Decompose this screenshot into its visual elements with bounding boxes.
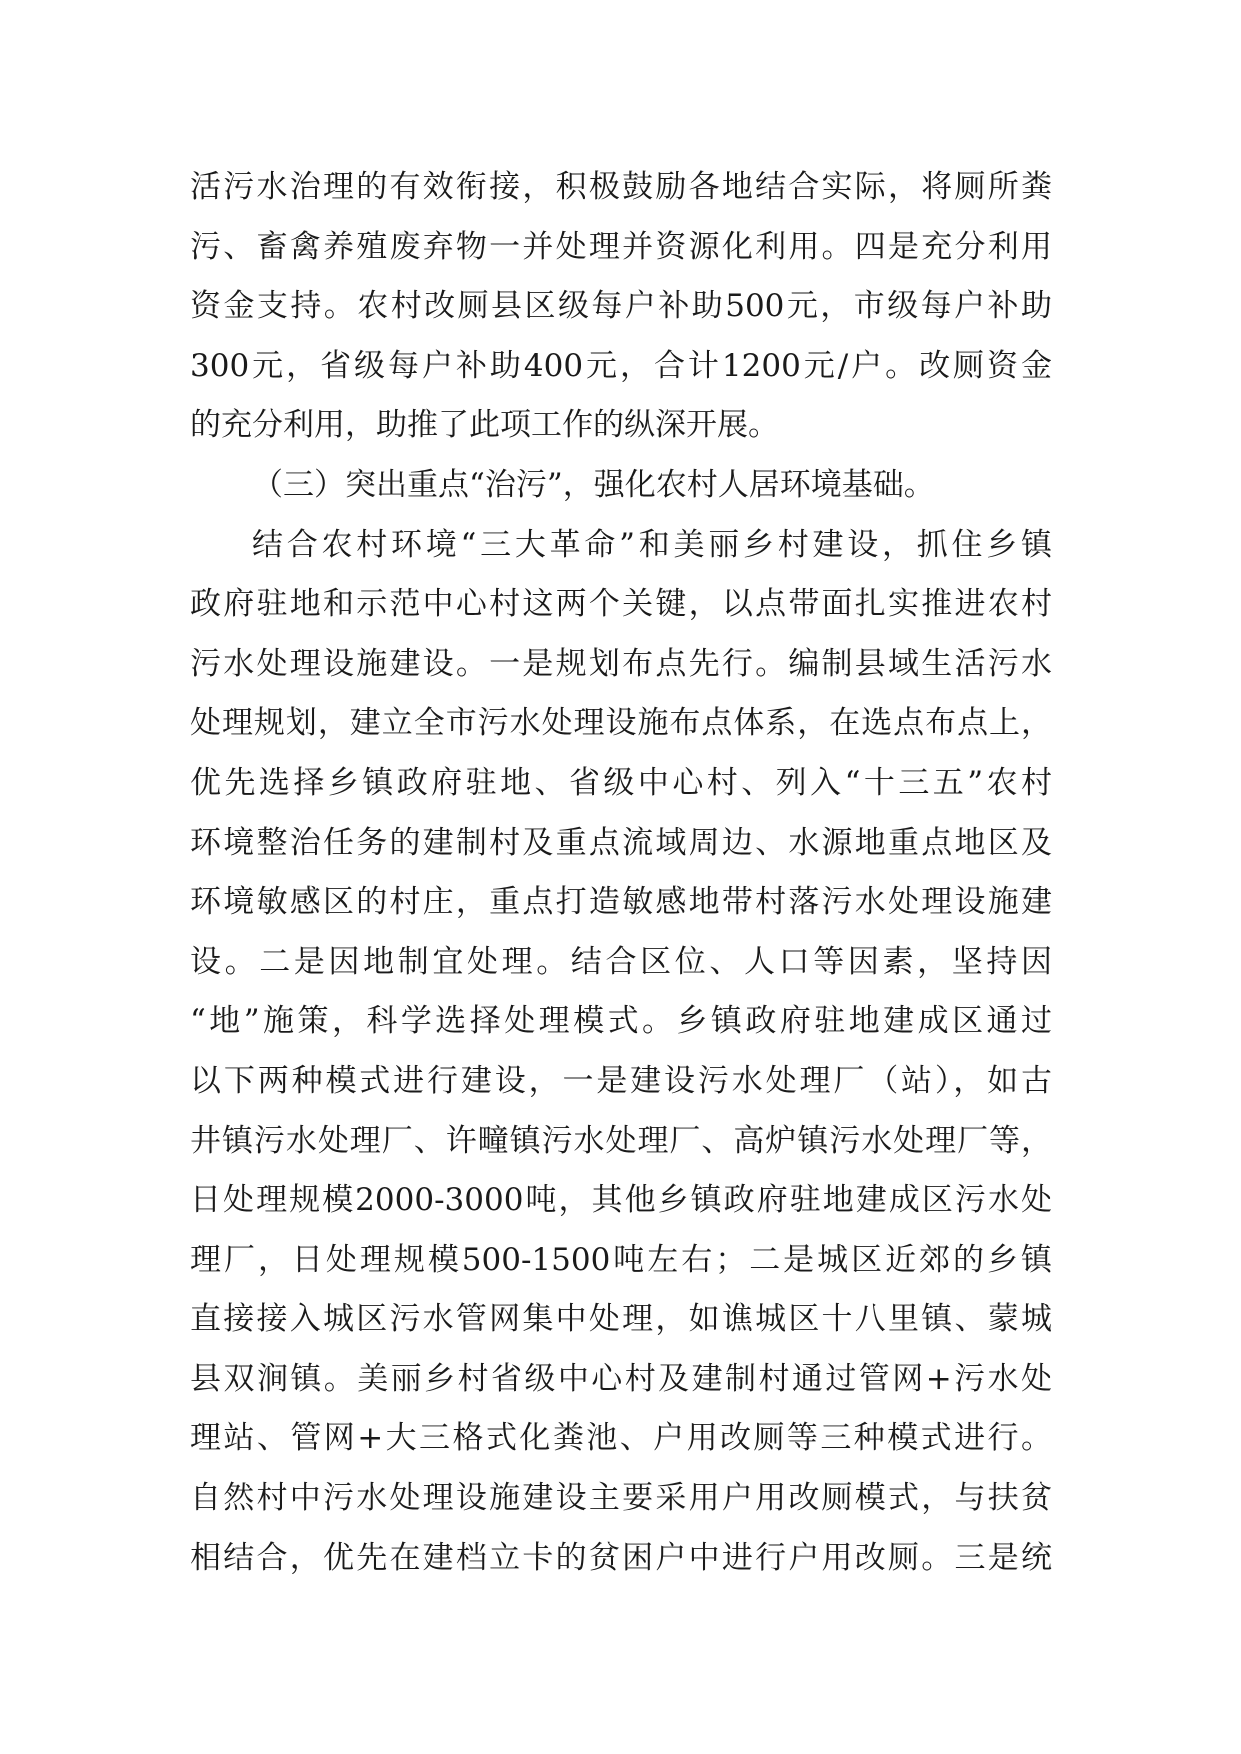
text-line: 污、畜禽养殖废弃物一并处理并资源化利用。四是充分利用 [190, 228, 1052, 265]
text-line: 300元，省级每户补助400元，合计1200元/户。改厕资金 [190, 347, 1052, 384]
text-line: 自然村中污水处理设施建设主要采用户用改厕模式，与扶贫 [190, 1480, 1052, 1517]
text-line: 以下两种模式进行建设，一是建设污水处理厂（站），如古 [190, 1062, 1052, 1099]
text-line: 日处理规模2000-3000吨，其他乡镇政府驻地建成区污水处 [190, 1182, 1052, 1219]
text-line: 理站、管网+大三格式化粪池、户用改厕等三种模式进行。 [190, 1420, 1052, 1457]
text-line: 理厂，日处理规模500-1500吨左右；二是城区近郊的乡镇 [190, 1241, 1052, 1278]
body-text [190, 158, 1052, 1588]
paragraph-first-line: 结合农村环境“三大革命”和美丽乡村建设，抓住乡镇 [252, 526, 1052, 563]
text-line: 处理规划，建立全市污水处理设施布点体系，在选点布点上， [190, 705, 1052, 742]
text-line: 的充分利用，助推了此项工作的纵深开展。 [190, 407, 779, 444]
text-line: 活污水治理的有效衔接，积极鼓励各地结合实际，将厕所粪 [190, 169, 1052, 205]
text-line: 污水处理设施建设。一是规划布点先行。编制县域生活污水 [190, 645, 1052, 682]
text-line: 相结合，优先在建档立卡的贫困户中进行户用改厕。三是统 [190, 1539, 1052, 1576]
text-line: “地”施策，科学选择处理模式。乡镇政府驻地建成区通过 [190, 1003, 1052, 1040]
text-line: 设。二是因地制宜处理。结合区位、人口等因素，坚持因 [190, 943, 1052, 980]
text-line: 资金支持。农村改厕县区级每户补助500元，市级每户补助 [190, 288, 1052, 325]
text-line: 直接接入城区污水管网集中处理，如谯城区十八里镇、蒙城 [190, 1301, 1052, 1338]
text-line: 优先选择乡镇政府驻地、省级中心村、列入“十三五”农村 [190, 764, 1052, 801]
text-line: 县双涧镇。美丽乡村省级中心村及建制村通过管网+污水处 [190, 1360, 1052, 1397]
text-line: 政府驻地和示范中心村这两个关键，以点带面扎实推进农村 [190, 586, 1052, 623]
text-line: 环境整治任务的建制村及重点流域周边、水源地重点地区及 [190, 824, 1052, 861]
text-line: 井镇污水处理厂、许疃镇污水处理厂、高炉镇污水处理厂等， [190, 1122, 1052, 1159]
section-heading: （三）突出重点“治污”，强化农村人居环境基础。 [252, 466, 935, 503]
text-line: 环境敏感区的村庄，重点打造敏感地带村落污水处理设施建 [190, 884, 1052, 921]
